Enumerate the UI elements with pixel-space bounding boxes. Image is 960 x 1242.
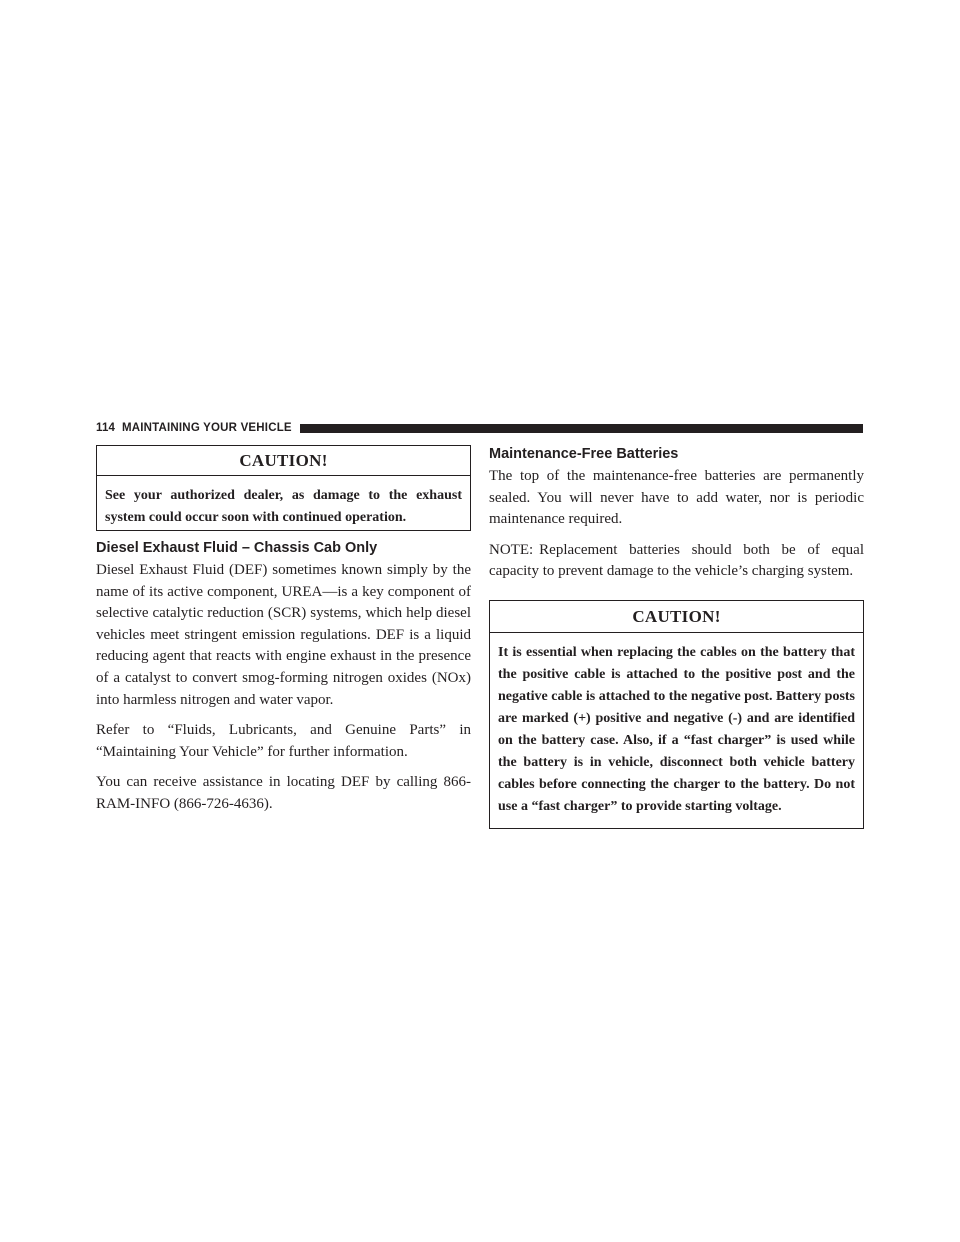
note-paragraph xyxy=(489,540,864,583)
paragraph-def-assistance: You can receive assistance in locating DEF by calling 866-RAM-INFO (866-726-4636). xyxy=(96,774,471,812)
caution-text: It is essential when replacing the cables on the battery that the positive cable is attached to the positive post and the negative cable is attached to the negative post. Battery posts are marked (+) positive and negative (-) and are identified on the battery case. Also, if a “fast charger” is used while the battery is in vehicle, disconnect both vehicle battery cables before connecting the charger to the battery. Do not use a “fast charger” to provide starting voltage. xyxy=(498,644,855,814)
paragraph-batteries: The top of the maintenance-free batteries are permanently sealed. You will never have to add water, nor is periodic maintenance required. xyxy=(489,468,864,528)
header-rule xyxy=(300,424,863,433)
paragraph-def-reference: Refer to “Fluids, Lubricants, and Genuine Parts” in “Maintaining Your Vehicle” for further information. xyxy=(96,722,471,760)
section-title: MAINTAINING YOUR VEHICLE xyxy=(121,422,292,434)
page-header xyxy=(96,420,863,436)
caution-text: See your authorized dealer, as damage to the exhaust system could occur soon with continued operation. xyxy=(105,488,462,525)
note-label: NOTE: xyxy=(489,541,534,558)
left-column xyxy=(96,445,471,816)
caution-title: CAUTION! xyxy=(490,601,863,633)
right-column xyxy=(489,445,864,829)
note-text: Replacement batteries should both be of equal capacity to prevent damage to the vehicle’s charging system. xyxy=(489,541,864,580)
caution-title: CAUTION! xyxy=(97,446,470,476)
page-number: 114 xyxy=(96,422,116,434)
page-header-text xyxy=(96,422,300,434)
paragraph-def-description: Diesel Exhaust Fluid (DEF) sometimes known simply by the name of its active component, UREA—is a key component of selective catalytic reduction (SCR) systems, which help diesel vehicles meet stringent emission regulations. DEF is a liquid reducing agent that reacts with engine exhaust in the presence of a catalyst to convert smog-forming nitrogen oxides (NOx) into harmless nitrogen and water vapor. xyxy=(96,562,471,708)
section-heading-def: Diesel Exhaust Fluid – Chassis Cab Only xyxy=(96,540,378,556)
caution-box-exhaust xyxy=(96,445,471,531)
section-heading-batteries: Maintenance-Free Batteries xyxy=(489,446,679,462)
caution-box-battery xyxy=(489,600,864,829)
